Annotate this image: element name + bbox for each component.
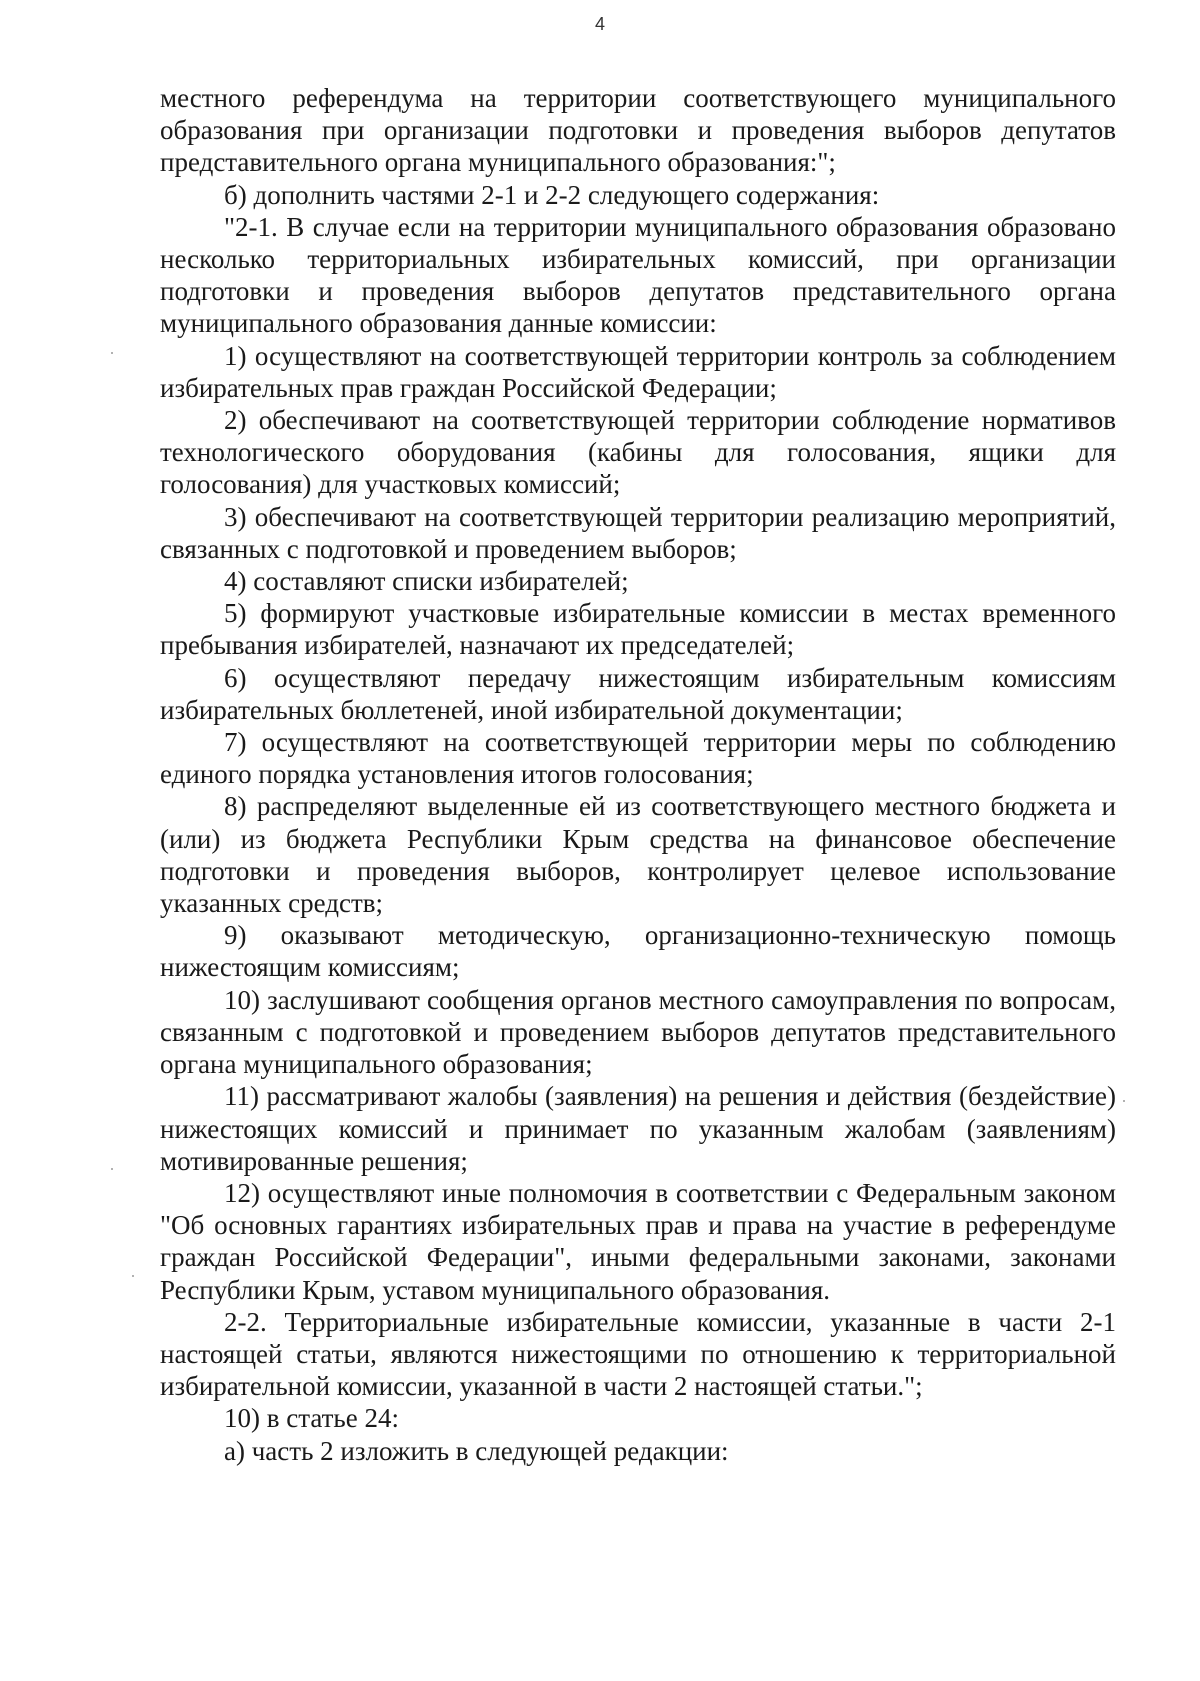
list-item-9: 9) оказывают методическую, организационно-техническую помощь нижестоящим комиссиям; [160, 920, 1116, 983]
list-item-10: 10) заслушивают сообщения органов местного самоуправления по вопросам, связанным с подготовкой и проведением выборов депутатов представительного органа муниципального образования; [160, 984, 1116, 1080]
scan-speck [132, 1275, 134, 1277]
list-item-3: 3) обеспечивают на соответствующей территории реализацию мероприятий, связанных с подготовкой и проведением выборов; [160, 501, 1116, 564]
paragraph-amendment-b: б) дополнить частями 2-1 и 2-2 следующего содержания: [224, 179, 880, 210]
document-body [160, 82, 1116, 1467]
list-item-4: 4) составляют списки избирателей; [224, 566, 629, 597]
list-item-5: 5) формируют участковые избирательные комиссии в местах временного пребывания избирателей, назначают их председателей; [160, 598, 1116, 661]
scan-speck [1123, 1100, 1125, 1102]
page-number: 4 [594, 14, 605, 34]
list-item-11: 11) рассматривают жалобы (заявления) на решения и действия (бездействие) нижестоящих комиссий и принимает по указанным жалобам (заявлениям) мотивированные решения; [160, 1081, 1116, 1176]
paragraph-part-2-2: 2-2. Территориальные избирательные комиссии, указанные в части 2-1 настоящей статьи, являются нижестоящими по отношению к территориальной избирательной комиссии, указанной в части 2 настоящей статьи."; [160, 1306, 1116, 1402]
paragraph-amendment-a: а) часть 2 изложить в следующей редакции: [224, 1435, 729, 1466]
list-item-6: 6) осуществляют передачу нижестоящим избирательным комиссиям избирательных бюллетеней, иной избирательной документации; [160, 662, 1116, 725]
list-item-8: 8) распределяют выделенные ей из соответствующего местного бюджета и (или) из бюджета Республики Крым средства на финансовое обеспечение подготовки и проведения выборов, контролирует целевое использование указанных средств; [160, 791, 1116, 919]
paragraph-part-2-1: "2-1. В случае если на территории муниципального образования образовано несколько территориальных избирательных комиссий, при организации подготовки и проведения выборов депутатов представительного органа муниципального образования данные комиссии: [160, 211, 1116, 339]
list-item-2: 2) обеспечивают на соответствующей территории соблюдение нормативов технологического оборудования (кабины для голосования, ящики для голосования) для участковых комиссий; [160, 405, 1116, 500]
scan-speck [111, 352, 113, 354]
list-item-7: 7) осуществляют на соответствующей территории меры по соблюдению единого порядка установления итогов голосования; [160, 727, 1116, 790]
paragraph-amendment-10: 10) в статье 24: [224, 1403, 399, 1434]
list-item-1: 1) осуществляют на соответствующей территории контроль за соблюдением избирательных прав граждан Российской Федерации; [160, 340, 1116, 403]
paragraph-continuation: местного референдума на территории соответствующего муниципального образования при организации подготовки и проведения выборов депутатов представительного органа муниципального образования:"; [160, 83, 1116, 178]
list-item-12: 12) осуществляют иные полномочия в соответствии с Федеральным законом "Об основных гарантиях избирательных прав и права на участие в референдуме граждан Российской Федерации", иными федеральными законами, законами Республики Крым, уставом муниципального образования. [160, 1177, 1116, 1305]
scan-speck [111, 1168, 113, 1170]
